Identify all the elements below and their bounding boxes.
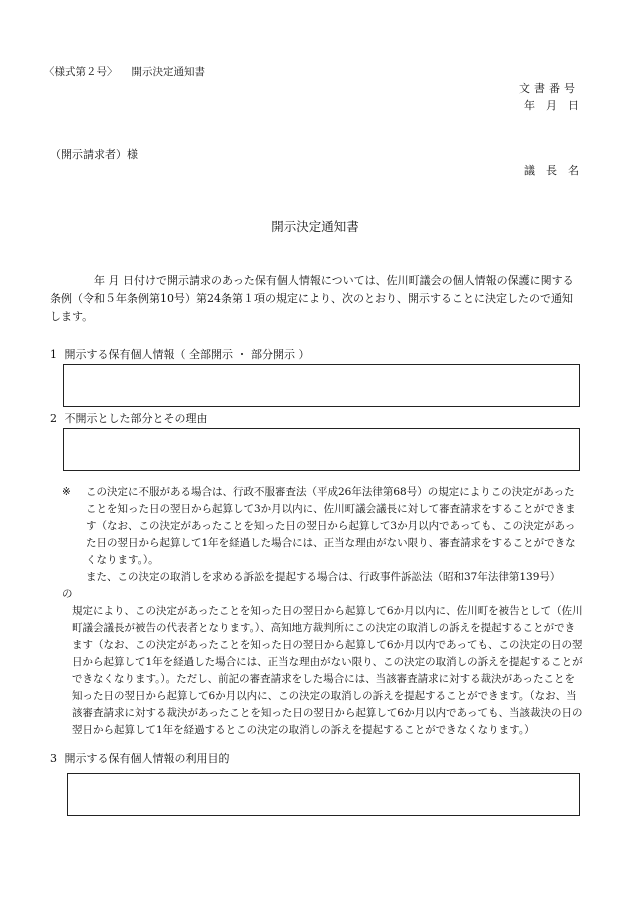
intro-paragraph: [50, 272, 582, 326]
section-1-number: 1: [50, 348, 57, 361]
section-2-number: 2: [50, 412, 57, 425]
form-label: [44, 64, 205, 79]
note-paragraph-3: 規定により、この決定があったことを知った日の翌日から起算して6か月以内に、佐川町を被告として（佐川町議会議長が被告の代表者となります。）、高知地方裁判所にこの決定の取消しの訴えを提起することができます（なお、この決定があったことを知った日の翌日から起算して6か月以内であっても、この決定の日の翌日から起算して1年を経過した場合には、正当な理由がない限り、この決定の取消しの訴えを提起することができなくなります。）。ただし、前記の審査請求をした場合には、当該審査請求に対する裁決があったことを知った日の翌日から起算して6か月以内に、この決定の取消しの訴えを提起することができます。（なお、当該審査請求に対する裁決があったことを知った日の翌日から起算して6か月以内であっても、当該裁決の日の翌日から起算して1年を経過するとこの決定の取消しの訴えを提起することができなくなります。）: [72, 605, 583, 736]
document-number: 文書番号: [519, 82, 579, 95]
document-title: 開示決定通知書: [271, 219, 359, 234]
form-name: 開示決定通知書: [131, 66, 205, 78]
date-line: 年 月 日: [524, 99, 579, 112]
section-1-label: 開示する保有個人情報（ 全部開示 ・ 部分開示 ）: [64, 348, 310, 361]
section-3-heading: [50, 750, 230, 766]
recipient-name: （開示請求者）様: [50, 148, 138, 161]
section-2-heading: [50, 410, 208, 426]
section-3-input-box[interactable]: [67, 773, 580, 816]
note-paragraph-2: また、この決定の取消しを求める訴訟を提起する場合は、行政事件訴訟法（昭和37年法律第139号）: [86, 571, 561, 583]
chair-name: 議 長 名: [524, 164, 579, 177]
form-number: 〈様式第２号〉: [44, 66, 118, 78]
note-mark: ※: [62, 486, 71, 498]
section-3-number: 3: [50, 752, 57, 765]
note-paragraph-2-tail: の: [62, 588, 73, 600]
section-1-input-box[interactable]: [63, 364, 580, 407]
section-2-label: 不開示とした部分とその理由: [64, 412, 208, 425]
note-paragraph-1: この決定に不服がある場合は、行政不服審査法（平成26年法律第68号）の規定によりこの決定があったことを知った日の翌日から起算して3か月以内に、佐川町議会議長に対して審査請求をすることができます（なお、この決定があったことを知った日の翌日から起算して3か月以内であっても、この決定があった日の翌日から起算して1年を経過した場合には、正当な理由がない限り、審査請求をすることができなくなります。）。: [86, 486, 576, 566]
intro-text: 年 月 日付けで開示請求のあった保有個人情報については、佐川町議会の個人情報の保護に関する条例（令和５年条例第10号）第24条第１項の規定により、次のとおり、開示することに決定したので通知します。: [50, 274, 574, 323]
section-1-heading: [50, 346, 310, 362]
notice-block: [62, 484, 584, 739]
section-3-label: 開示する保有個人情報の利用目的: [64, 752, 230, 765]
section-2-input-box[interactable]: [63, 428, 580, 471]
